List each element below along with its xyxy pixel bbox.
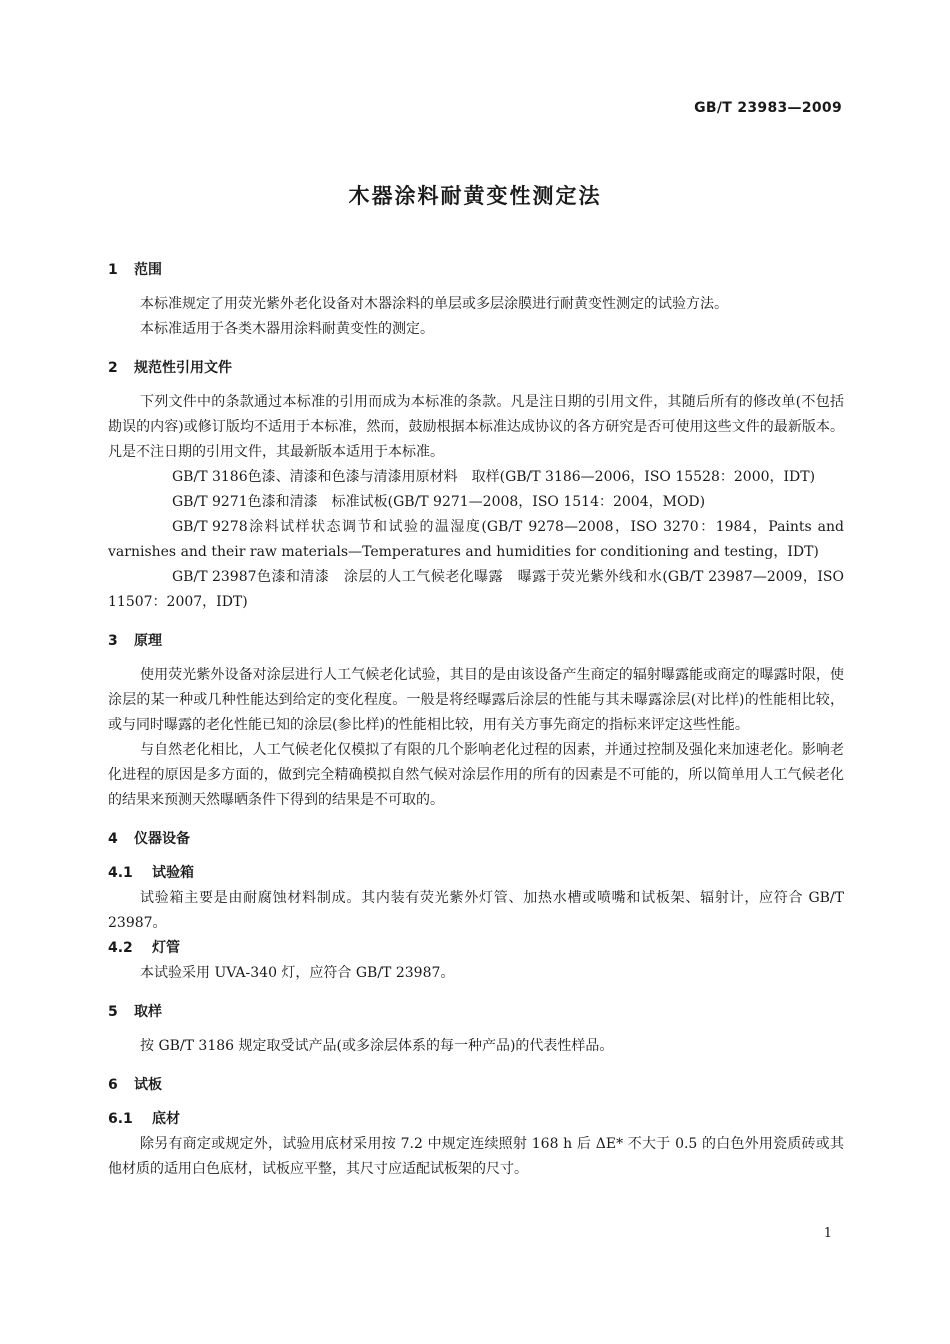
subsection-4-2-heading: 4.2 灯管 xyxy=(108,940,180,956)
subsection-6-1-para: 除另有商定或规定外，试验用底材采用按 7.2 中规定连续照射 168 h 后 ΔE* 不大于 0.5 的白色外用瓷质砖或其他材质的适用白色底材，试板应平整，其尺寸应适配试板架的尺寸。 xyxy=(108,1136,844,1177)
subsection-4-1-heading: 4.1 试验箱 xyxy=(108,865,194,881)
section-2-heading: 2 规范性引用文件 xyxy=(108,360,232,376)
section-1-heading: 1 范围 xyxy=(108,262,162,278)
section-1-para-2: 本标准适用于各类木器用涂料耐黄变性的测定。 xyxy=(140,321,434,337)
section-6-heading: 6 试板 xyxy=(108,1077,162,1093)
document-body xyxy=(108,256,844,1182)
section-3-heading: 3 原理 xyxy=(108,633,162,649)
subsection-4-1-para: 试验箱主要是由耐腐蚀材料制成。其内装有荧光紫外灯管、加热水槽或喷嘴和试板架、辐射计，应符合 GB/T 23987。 xyxy=(108,890,844,931)
section-4-heading: 4 仪器设备 xyxy=(108,831,190,847)
section-3-para-2: 与自然老化相比，人工气候老化仅模拟了有限的几个影响老化过程的因素，并通过控制及强化来加速老化。影响老化进程的原因是多方面的，做到完全精确模拟自然气候对涂层作用的所有的因素是不可能的，所以简单用人工气候老化的结果来预测天然曝晒条件下得到的结果是不可取的。 xyxy=(108,742,844,808)
standard-number: GB/T 23983—2009 xyxy=(694,100,842,116)
reference-item: GB/T 3186色漆、清漆和色漆与清漆用原材料 取样(GB/T 3186—2006，ISO 15528：2000，IDT) xyxy=(172,469,816,485)
section-1-para-1: 本标准规定了用荧光紫外老化设备对木器涂料的单层或多层涂膜进行耐黄变性测定的试验方法。 xyxy=(140,296,728,312)
reference-item: GB/T 23987色漆和清漆 涂层的人工气候老化曝露 曝露于荧光紫外线和水(GB/T 23987—2009，ISO 11507：2007，IDT) xyxy=(108,569,844,610)
section-5-heading: 5 取样 xyxy=(108,1004,162,1020)
section-3-para-1: 使用荧光紫外设备对涂层进行人工气候老化试验，其目的是由该设备产生商定的辐射曝露能或商定的曝露时限，使涂层的某一种或几种性能达到给定的变化程度。一般是将经曝露后涂层的性能与其未曝露涂层(对比样)的性能相比较，或与同时曝露的老化性能已知的涂层(参比样)的性能相比较，用有关方事先商定的指标来评定这些性能。 xyxy=(108,667,844,733)
subsection-6-1-heading: 6.1 底材 xyxy=(108,1111,180,1127)
reference-item: GB/T 9278涂料试样状态调节和试验的温湿度(GB/T 9278—2008，ISO 3270：1984，Paints and varnishes and their raw materials—Temperatures and humidities for conditioning and testing，IDT) xyxy=(108,519,844,560)
subsection-4-2-para: 本试验采用 UVA-340 灯，应符合 GB/T 23987。 xyxy=(140,965,455,981)
document-title: 木器涂料耐黄变性测定法 xyxy=(348,184,602,208)
reference-item: GB/T 9271色漆和清漆 标准试板(GB/T 9271—2008，ISO 1514：2004，MOD) xyxy=(172,494,706,510)
page-number: 1 xyxy=(823,1226,832,1241)
section-2-intro: 下列文件中的条款通过本标准的引用而成为本标准的条款。凡是注日期的引用文件，其随后所有的修改单(不包括勘误的内容)或修订版均不适用于本标准，然而，鼓励根据本标准达成协议的各方研究是否可使用这些文件的最新版本。凡是不注日期的引用文件，其最新版本适用于本标准。 xyxy=(108,394,844,460)
section-5-para: 按 GB/T 3186 规定取受试产品(或多涂层体系的每一种产品)的代表性样品。 xyxy=(140,1038,614,1054)
